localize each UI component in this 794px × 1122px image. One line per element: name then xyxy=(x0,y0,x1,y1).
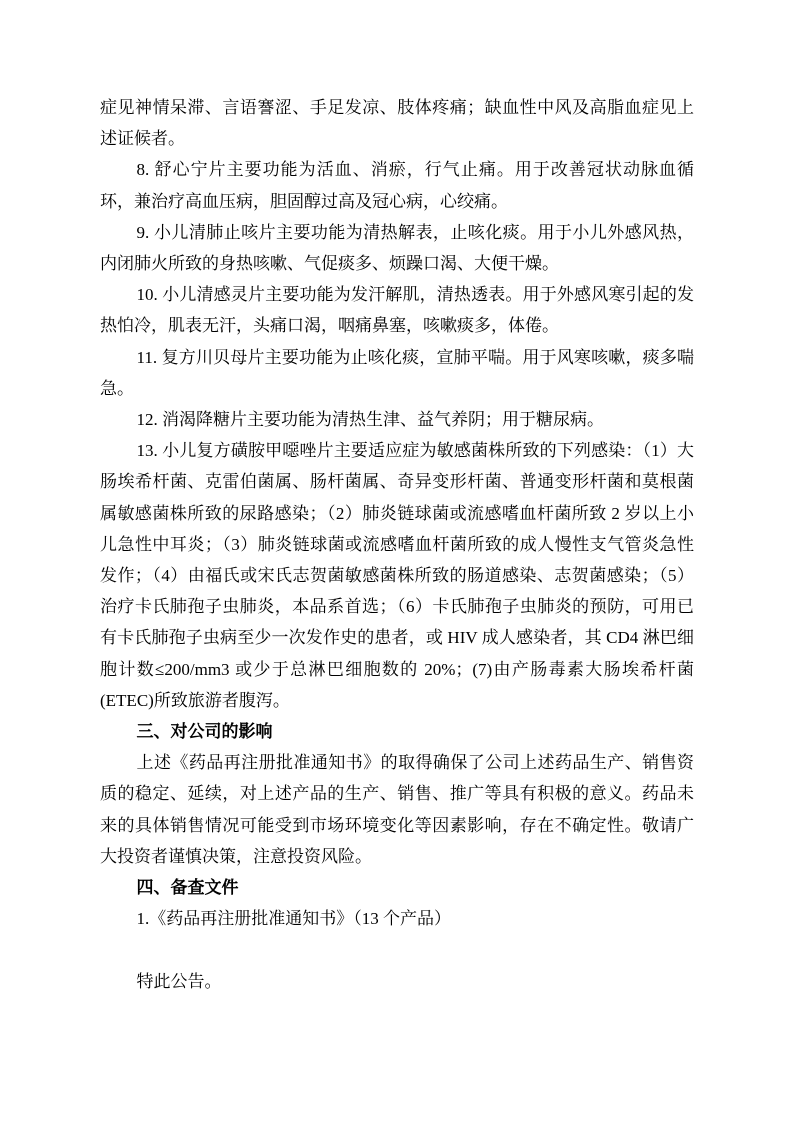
document-body xyxy=(100,92,694,997)
paragraph-item-12: 12. 消渴降糖片主要功能为清热生津、益气养阴；用于糖尿病。 xyxy=(136,410,605,430)
paragraph-continuation: 症见神情呆滞、言语謇涩、手足发凉、肢体疼痛；缺血性中风及高脂血症见上述证候者。 xyxy=(100,98,694,149)
paragraph-company-impact: 上述《药品再注册批准通知书》的取得确保了公司上述药品生产、销售资质的稳定、延续，对上述产品的生产、销售、推广等具有积极的意义。药品未来的具体销售情况可能受到市场环境变化等因素影响，存在不确定性。敬请广大投资者谨慎决策，注意投资风险。 xyxy=(100,753,694,866)
blank-line xyxy=(100,934,694,965)
section-heading-reference-documents: 四、备查文件 xyxy=(136,878,239,898)
paragraph-filing-document: 1.《药品再注册批准通知书》（13 个产品） xyxy=(136,909,452,929)
paragraph-item-9: 9. 小儿清肺止咳片主要功能为清热解表，止咳化痰。用于小儿外感风热，内闭肺火所致的身热咳嗽、气促痰多、烦躁口渴、大便干燥。 xyxy=(100,222,694,274)
paragraph-item-10: 10. 小儿清感灵片主要功能为发汗解肌，清热透表。用于外感风寒引起的发热怕冷，肌表无汗，头痛口渴，咽痛鼻塞，咳嗽痰多，体倦。 xyxy=(100,285,694,336)
paragraph-item-8: 8. 舒心宁片主要功能为活血、消瘀，行气止痛。用于改善冠状动脉血循环，兼治疗高血压病，胆固醇过高及冠心病，心绞痛。 xyxy=(100,160,694,211)
paragraph-item-13: 13. 小儿复方磺胺甲噁唑片主要适应症为敏感菌株所致的下列感染：（1）大肠埃希杆菌、克雷伯菌属、肠杆菌属、奇异变形杆菌、普通变形杆菌和莫根菌属敏感菌株所致的尿路感染；（2）肺炎链球菌或流感嗜血杆菌所致 2 岁以上小儿急性中耳炎；（3）肺炎链球菌或流感嗜血杆菌所致的成人慢性支气管炎急性发作；（4）由福氏或宋氏志贺菌敏感菌株所致的肠道感染、志贺菌感染；（5）治疗卡氏肺孢子虫肺炎，本品系首选；（6）卡氏肺孢子虫肺炎的预防，可用已有卡氏肺孢子虫病至少一次发作史的患者，或 HIV 成人感染者，其 CD4 淋巴细胞计数≤200/mm3 或少于总淋巴细胞数的 20%；(7)由产肠毒素大肠埃希杆菌(ETEC)所致旅游者腹泻。 xyxy=(100,441,694,710)
section-heading-company-impact: 三、对公司的影响 xyxy=(136,722,273,742)
paragraph-item-11: 11. 复方川贝母片主要功能为止咳化痰，宣肺平喘。用于风寒咳嗽，痰多喘急。 xyxy=(100,347,694,398)
paragraph-closing-announcement: 特此公告。 xyxy=(136,971,222,991)
